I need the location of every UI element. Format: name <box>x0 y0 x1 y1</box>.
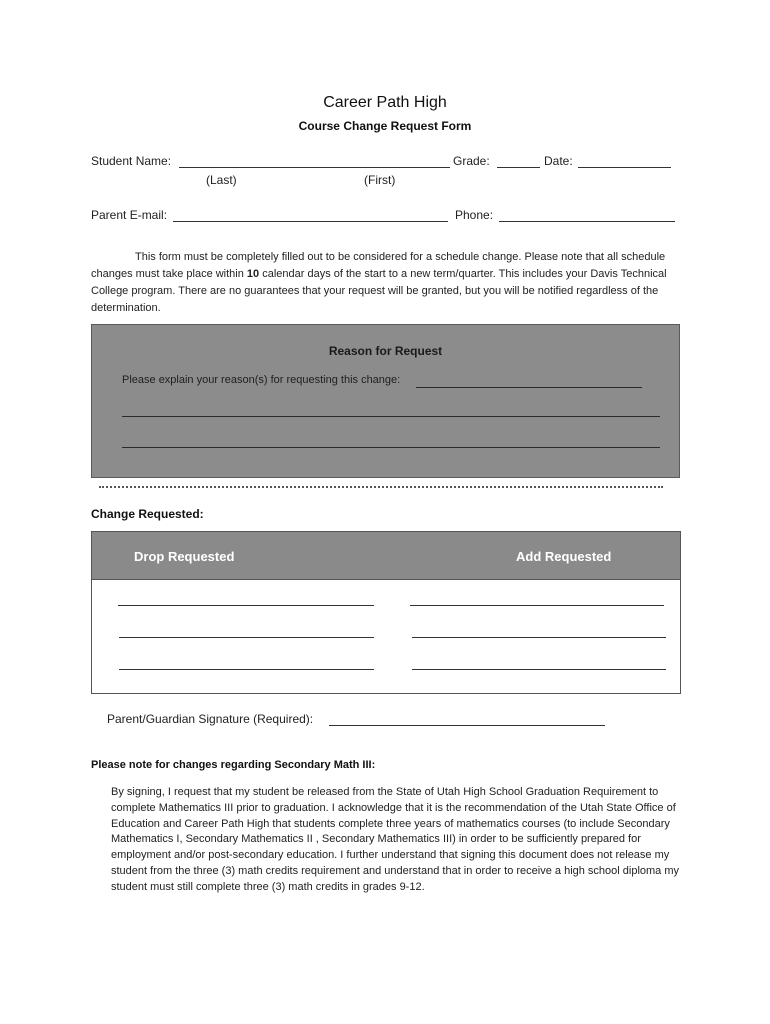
student-name-label: Student Name: <box>91 154 172 168</box>
dotted-divider <box>99 486 663 488</box>
reason-field-line-3[interactable] <box>122 447 660 448</box>
last-name-hint: (Last) <box>206 173 237 187</box>
add-field-2[interactable] <box>412 637 666 638</box>
grade-field[interactable] <box>497 167 540 168</box>
instructions-paragraph <box>91 249 681 317</box>
reason-title: Reason for Request <box>328 344 443 358</box>
instructions-days: 10 <box>246 268 260 280</box>
drop-field-3[interactable] <box>119 669 374 670</box>
phone-field[interactable] <box>499 221 675 222</box>
math-note-body: By signing, I request that my student be released from the State of Utah High School Graduation Requirement to complete Mathematics III prior to graduation. I acknowledge that it is the recommendation of the Utah State Office of Education and Career Path High that students complete three years of mathematics courses (to include Secondary Mathematics I, Secondary Mathematics II , Secondary Mathematics III) in order to be sufficiently prepared for employment and/or post-secondary education. I further understand that signing this document does not release my student from the three (3) math credits requirement and understand that in order to receive a high school diploma my student must still complete three (3) math credits in grades 9-12. <box>111 786 680 893</box>
parent-email-label: Parent E-mail: <box>91 208 168 222</box>
instructions-text-start: This form must be completely filled out to be considered for a schedule change. Please note that all schedule changes must take place within <box>91 251 666 280</box>
date-field[interactable] <box>578 167 671 168</box>
add-field-3[interactable] <box>412 669 666 670</box>
change-requested-label: Change Requested: <box>91 507 204 521</box>
student-name-field[interactable] <box>179 167 450 168</box>
instructions-text-end: calendar days of the start to a new term/quarter. This includes your Davis Technical College program. There are no guarantees that your request will be granted, but you will be notified regardless of the determination. <box>91 268 667 314</box>
signature-label: Parent/Guardian Signature (Required): <box>107 712 314 726</box>
change-table <box>91 531 681 694</box>
form-title: Career Path High <box>323 94 447 111</box>
first-name-hint: (First) <box>364 173 396 187</box>
drop-field-1[interactable] <box>118 605 374 606</box>
math-note-title: Please note for changes regarding Secondary Math III: <box>91 759 376 771</box>
form-subtitle: Course Change Request Form <box>298 119 472 133</box>
phone-label: Phone: <box>455 208 494 222</box>
change-table-header <box>92 532 680 580</box>
reason-box <box>91 324 680 478</box>
reason-field-line-1[interactable] <box>416 387 642 388</box>
date-label: Date: <box>544 154 573 168</box>
signature-field[interactable] <box>329 725 605 726</box>
reason-field-line-2[interactable] <box>122 416 660 417</box>
parent-email-field[interactable] <box>173 221 448 222</box>
add-requested-header: Add Requested <box>516 549 612 564</box>
drop-field-2[interactable] <box>119 637 374 638</box>
drop-requested-header: Drop Requested <box>134 549 235 564</box>
reason-prompt: Please explain your reason(s) for requesting this change: <box>122 374 401 386</box>
grade-label: Grade: <box>453 154 490 168</box>
add-field-1[interactable] <box>410 605 664 606</box>
